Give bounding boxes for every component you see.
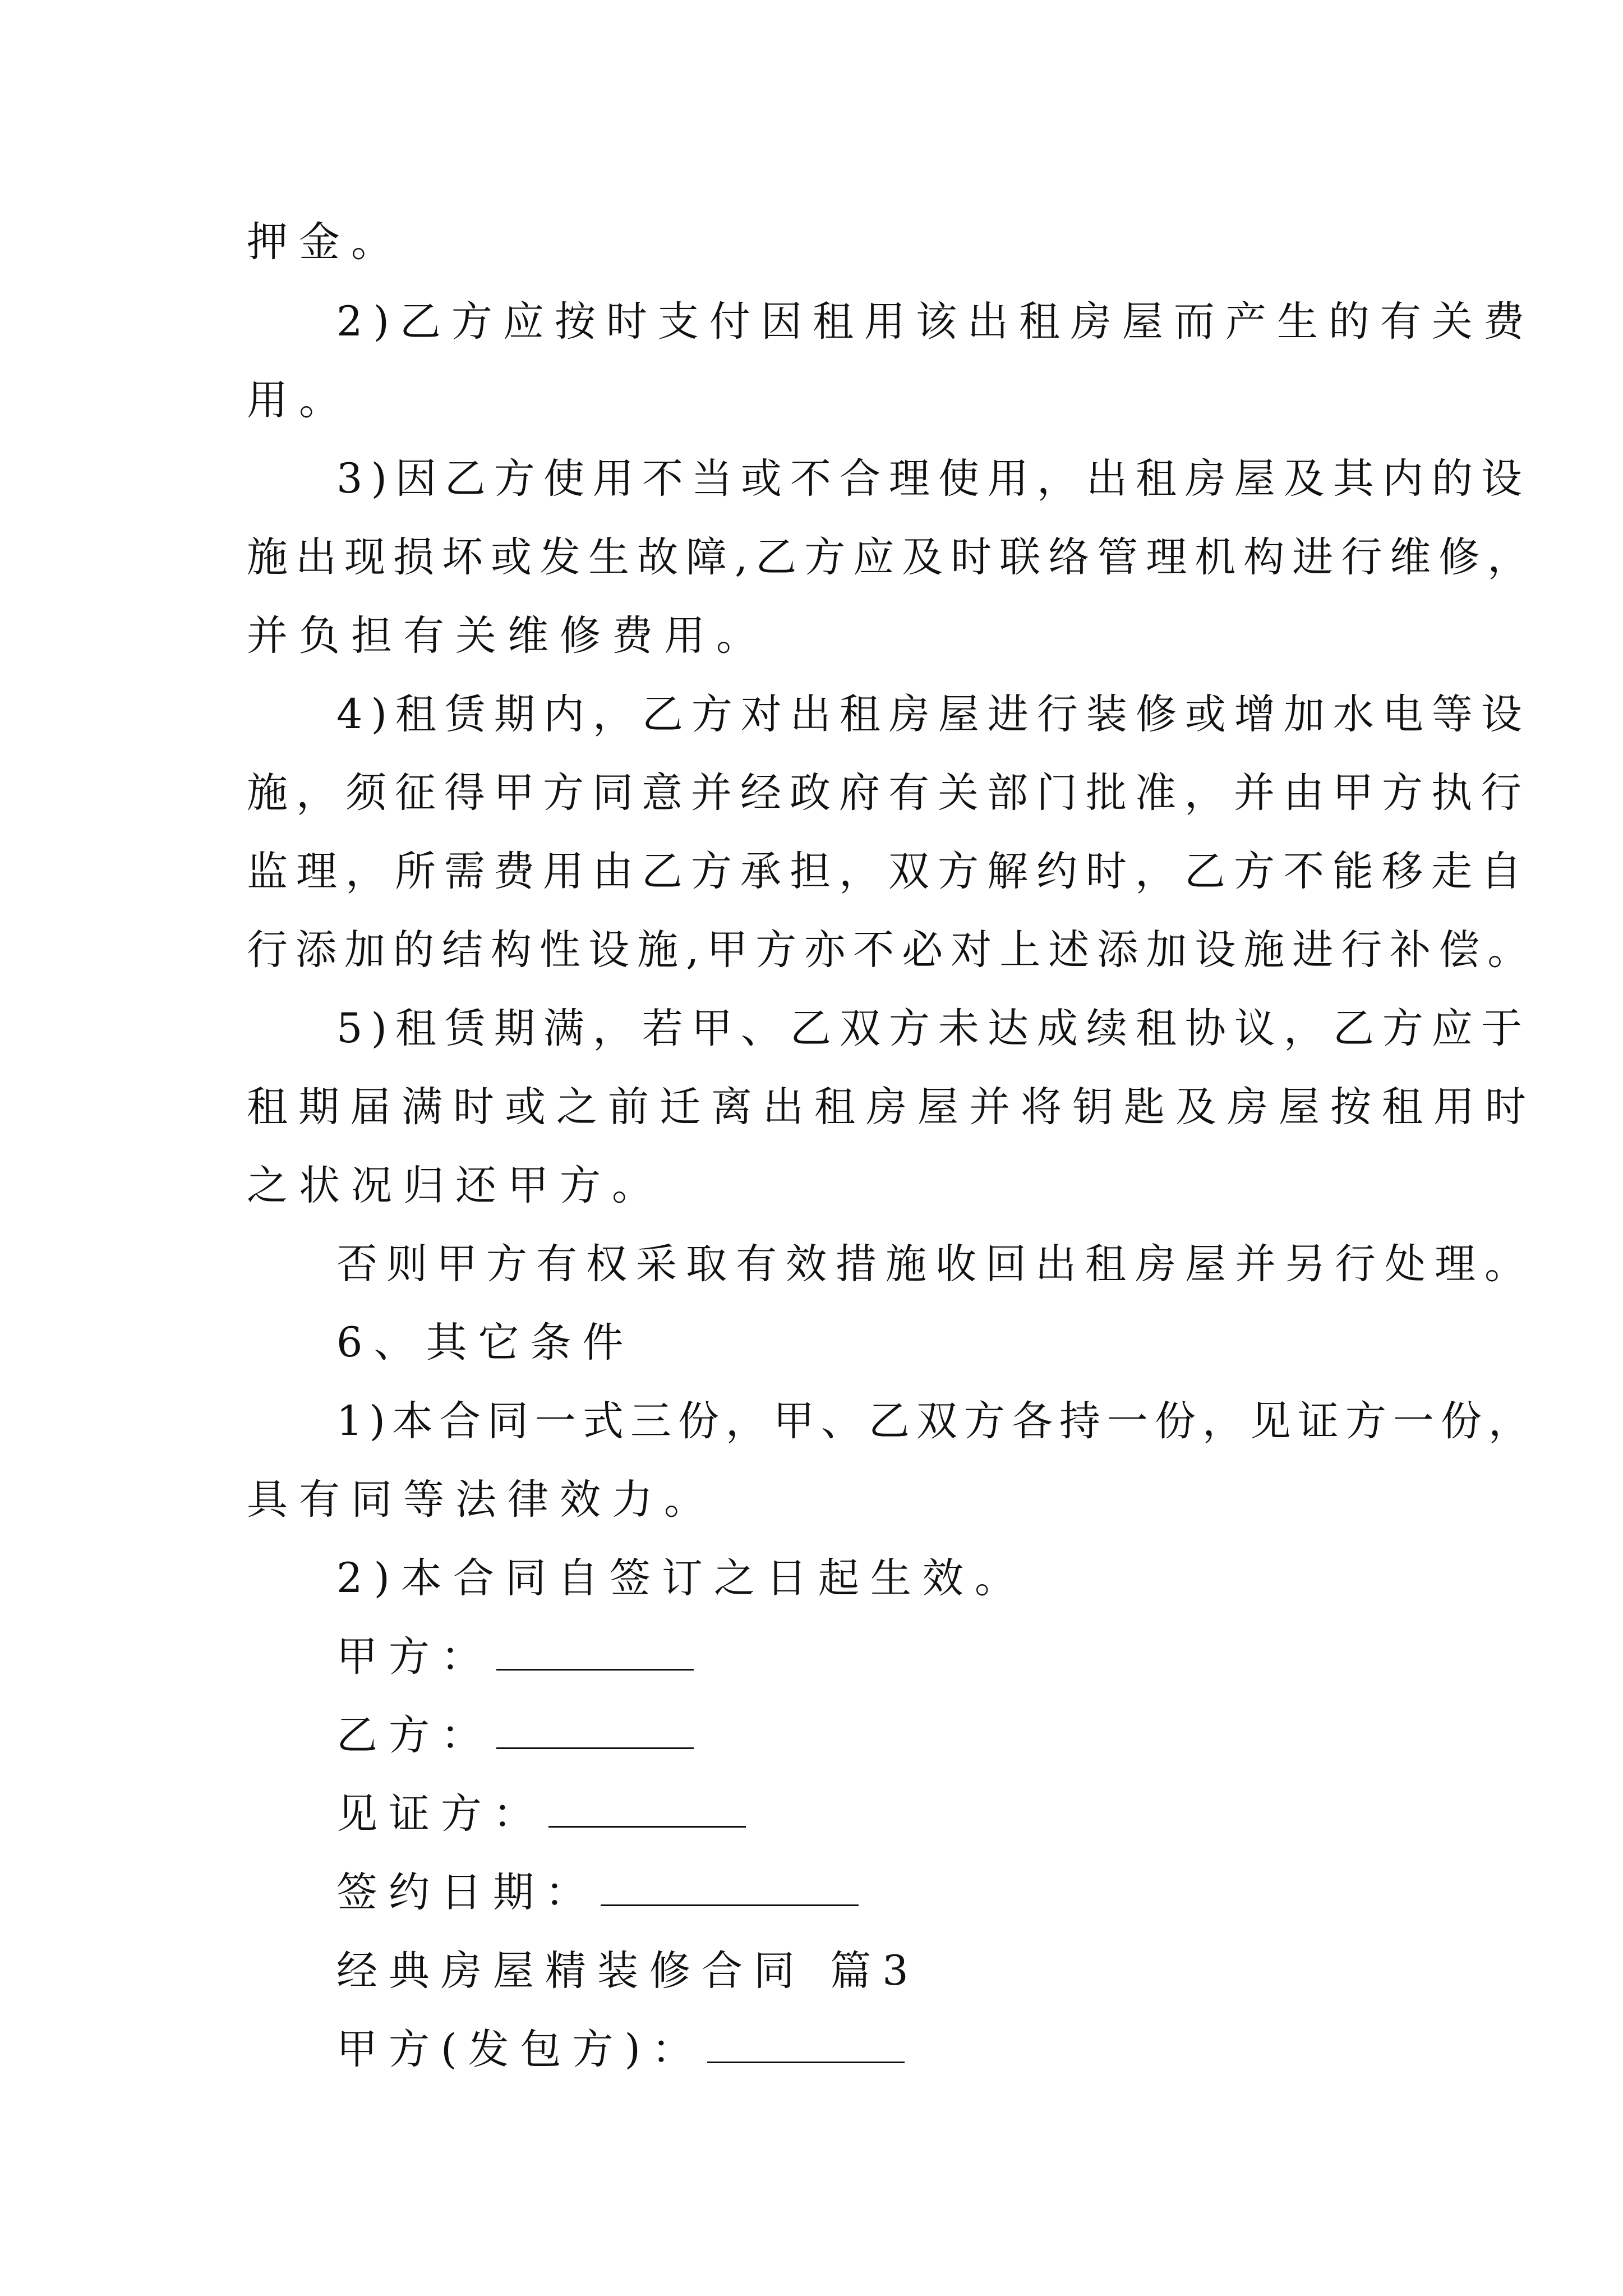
signature-blank bbox=[496, 1742, 694, 1749]
paragraph-line: 押金。 bbox=[247, 218, 403, 266]
signature-label: 甲方： bbox=[336, 1633, 493, 1681]
paragraph-line: 并负担有关维修费用。 bbox=[247, 612, 768, 660]
paragraph-line: 施出现损坏或发生故障,乙方应及时联络管理机构进行维修， bbox=[247, 533, 1537, 581]
signature-witness bbox=[336, 1786, 746, 1842]
paragraph-line: 租期届满时或之前迁离出租房屋并将钥匙及房屋按租用时 bbox=[247, 1083, 1537, 1131]
signature-label: 见证方： bbox=[336, 1790, 545, 1838]
paragraph-line: 否则甲方有权采取有效措施收回出租房屋并另行处理。 bbox=[336, 1240, 1534, 1288]
paragraph-line: 用。 bbox=[247, 376, 351, 424]
paragraph-line: 4)租赁期内，乙方对出租房屋进行装修或增加水电等设 bbox=[336, 691, 1530, 738]
signature-label: 签约日期： bbox=[336, 1869, 597, 1916]
paragraph-line: 行添加的结构性设施,甲方亦不必对上述添加设施进行补偿。 bbox=[247, 926, 1537, 974]
contractor-line bbox=[336, 2022, 905, 2078]
paragraph-line: 5)租赁期满，若甲、乙双方未达成续租协议，乙方应于 bbox=[336, 1005, 1530, 1052]
signature-blank bbox=[548, 1820, 746, 1828]
signature-label: 乙方： bbox=[336, 1711, 493, 1759]
section-heading: 6、其它条件 bbox=[336, 1319, 635, 1366]
section-title: 经典房屋精装修合同 篇3 bbox=[336, 1947, 920, 1995]
paragraph-line: 施，须征得甲方同意并经政府有关部门批准，并由甲方执行 bbox=[247, 769, 1530, 817]
paragraph-line: 2)本合同自签订之日起生效。 bbox=[336, 1554, 1027, 1602]
contractor-label: 甲方(发包方)： bbox=[336, 2026, 704, 2073]
signature-blank bbox=[601, 1899, 859, 1906]
paragraph-line: 具有同等法律效力。 bbox=[247, 1476, 716, 1524]
paragraph-line: 1)本合同一式三份，甲、乙双方各持一份，见证方一份， bbox=[336, 1397, 1536, 1445]
signature-date bbox=[336, 1865, 859, 1921]
contractor-blank bbox=[707, 2056, 905, 2063]
signature-party-b bbox=[336, 1708, 694, 1764]
paragraph-line: 3)因乙方使用不当或不合理使用，出租房屋及其内的设 bbox=[336, 455, 1530, 503]
paragraph-line: 2)乙方应按时支付因租用该出租房屋而产生的有关费 bbox=[336, 298, 1535, 346]
signature-party-a bbox=[336, 1629, 694, 1685]
paragraph-line: 监理，所需费用由乙方承担，双方解约时，乙方不能移走自 bbox=[247, 848, 1530, 895]
paragraph-line: 之状况归还甲方。 bbox=[247, 1162, 664, 1209]
signature-blank bbox=[496, 1663, 694, 1671]
